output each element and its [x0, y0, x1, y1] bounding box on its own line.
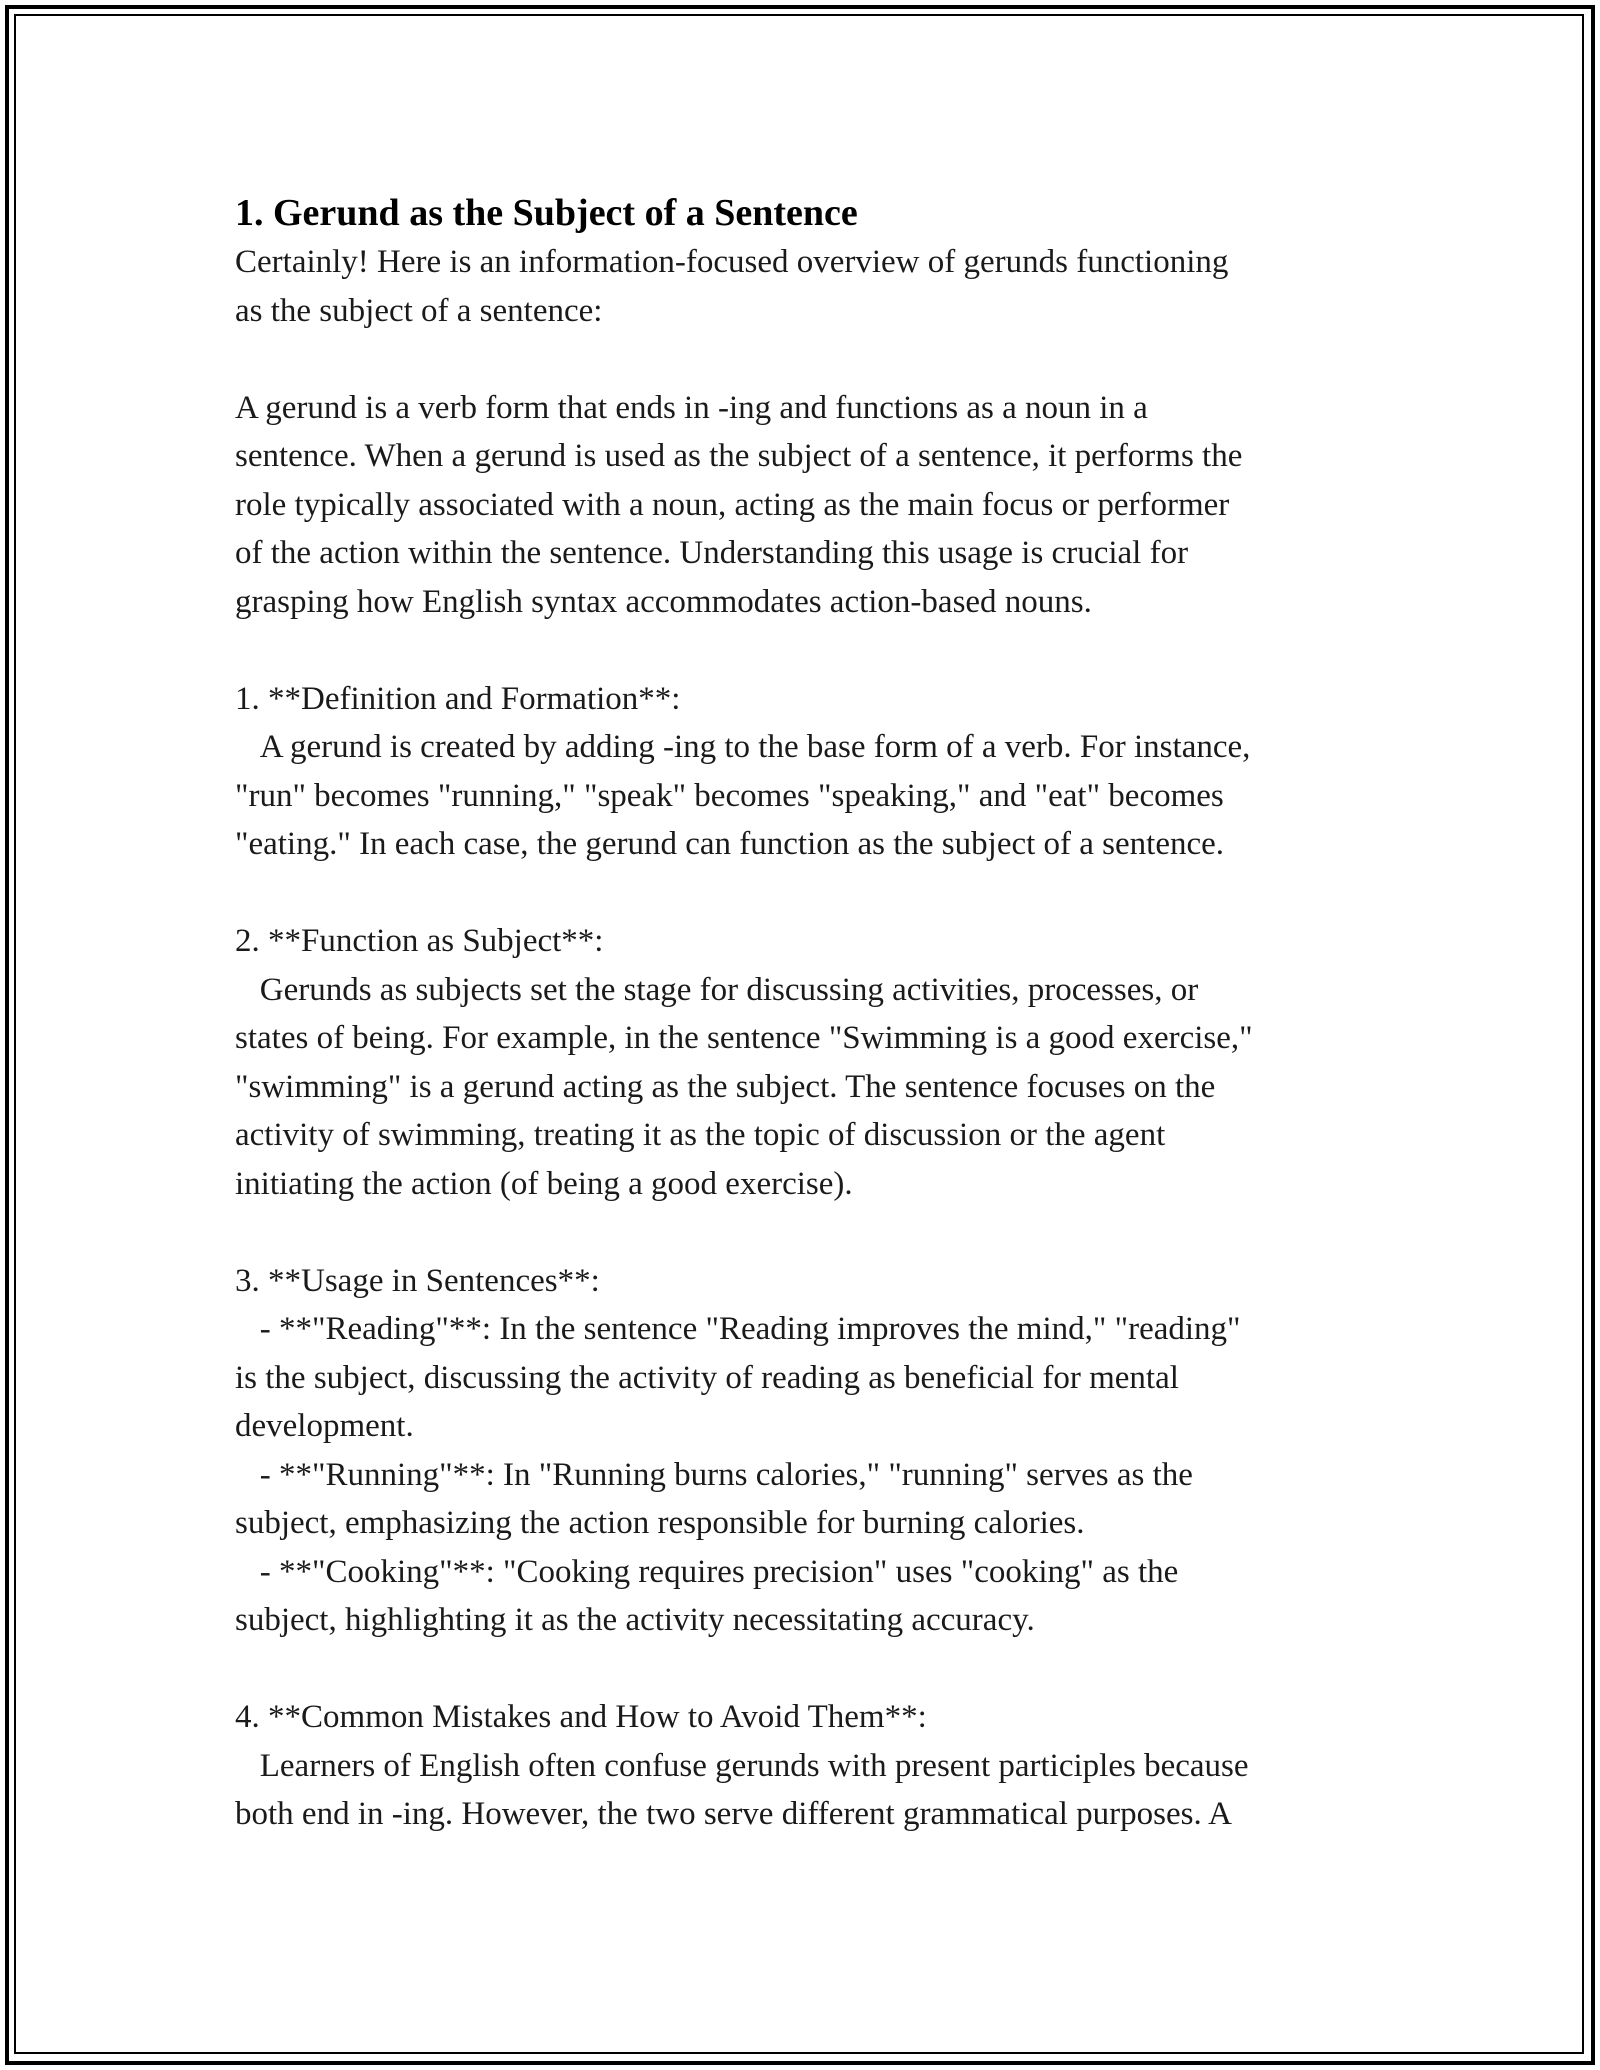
point-4-common-mistakes: 4. **Common Mistakes and How to Avoid Them**: Learners of English often confuse gerunds with present participles because both end in -ing. However, the two serve different grammatical purposes. A [235, 1699, 1249, 1832]
intro-paragraph: Certainly! Here is an information-focused overview of gerunds functioning as the subject of a sentence: [235, 244, 1229, 329]
definition-paragraph: A gerund is a verb form that ends in -ing and functions as a noun in a sentence. When a gerund is used as the subject of a sentence, it performs the role typically associated with a noun, acting as the main focus or performer of the action within the sentence. Understanding this usage is crucial for grasping how English syntax accommodates action-based nouns. [235, 389, 1243, 620]
point-1-definition-formation: 1. **Definition and Formation**: A gerund is created by adding -ing to the base form of a verb. For instance, "run" becomes "running," "speak" becomes "speaking," and "eat" becomes "eating." In each case, the gerund can function as the subject of a sentence. [235, 680, 1251, 862]
point-3-usage-in-sentences: 3. **Usage in Sentences**: - **"Reading"**: In the sentence "Reading improves the mind," "reading" is the subject, discussing the activity of reading as beneficial for mental development. - **"Running"**: In "Running burns calories," "running" serves as the subject, emphasizing the action responsible for burning calories. - **"Cooking"**: "Cooking requires precision" uses "cooking" as the subject, highlighting it as the activity necessitating accuracy. [235, 1262, 1241, 1638]
document-body [235, 188, 1375, 1839]
section-heading: 1. Gerund as the Subject of a Sentence [235, 192, 858, 234]
point-2-function-as-subject: 2. **Function as Subject**: Gerunds as subjects set the stage for discussing activities, processes, or states of being. For example, in the sentence "Swimming is a good exercise," "swimming" is a gerund acting as the subject. The sentence focuses on the activity of swimming, treating it as the topic of discussion or the agent initiating the action (of being a good exercise). [235, 923, 1253, 1202]
